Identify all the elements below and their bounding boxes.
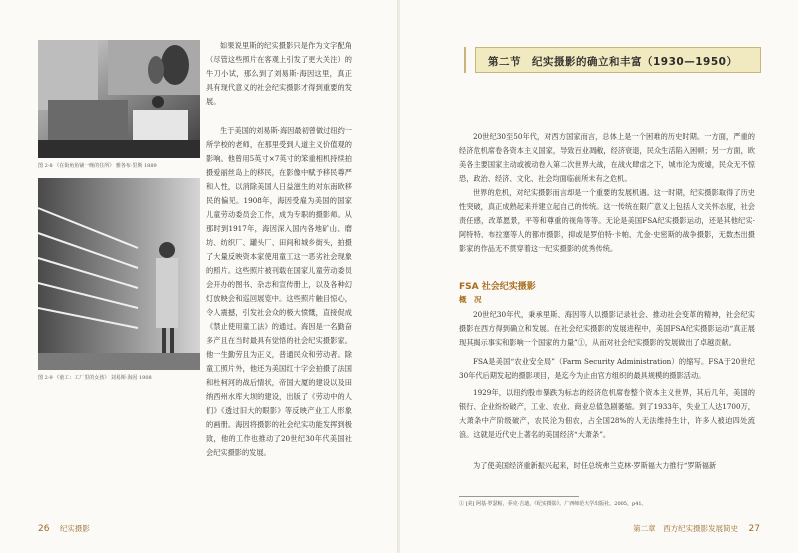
right-folio	[633, 523, 760, 534]
left-page	[0, 0, 398, 553]
photo-fig-2-9-image	[38, 178, 200, 370]
section-title-accent	[464, 47, 466, 73]
right-paragraph-3: 20世纪30年代，秉承里斯、海因等人以摄影记录社会、推动社会变革的精神，社会纪实摄影在西方得到确立和发展。在社会纪实摄影的发展进程中，美国FSA纪实摄影运动“真正展现其揭示事实和影响一个国家的力量”①，从而对社会纪实摄影的发展做出了卓越贡献。	[459, 310, 755, 347]
photo-fig-2-9	[38, 178, 200, 370]
subhead-fsa: FSA 社会纪实摄影	[459, 282, 536, 292]
right-paragraph-5: 1929年，以纽约股市暴跌为标志的经济危机席卷整个资本主义世界，其后几年，美国的银行、企业纷纷破产，工业、农业、商业总值急剧萎缩。到了1933年，失业工人达1700万，大萧条中产阶级破产，农民沦为佃农，占全国28%的人无法维持生计，许多人被迫四处流浪。这就是近代史上著名的美国经济“大萧条”。	[459, 388, 755, 439]
footnote: ① [美] 阿基·罗瑟帖，乔克·吉迪，《纪实摄影》，广西师范大学出版社，2005，p41。	[459, 501, 647, 507]
right-paragraph-6: 为了使美国经济重新振兴起来，时任总统弗兰克林·罗斯福大力推行“罗斯福新	[473, 461, 717, 470]
caption-fig-2-8: 图 2-8 《在街角鱼铺一晚的住所》 雅各布·里斯 1889	[38, 163, 157, 169]
left-paragraph-2: 生于美国的刘易斯·海因最初曾做过纽约一所学校的老师，在那里受到人道主义价值观的影响。他曾用5英寸×7英寸的笨重相机持续拍摄爱丽丝岛上的移民，在影像中赋予移民尊严和人性，以消除美国人日益滋生的对东南欧移民的偏见。1908年，海因受雇为美国的国家儿童劳动委员会工作，成为专职的摄影师。从那时到1917年，海因深入国内各地矿山、磨坊、纺织厂、罐头厂、田间和城乡街头，拍摄了大量反映资本家使用童工这一恶劣社会现象的照片。这些照片被刊载在国家儿童劳动委员会开办的图书、杂志和宣传册上，以及各种幻灯放映会和巡回展览中。这些照片触目惊心，令人震撼，引发社会众的极大愤慨，直接促成《禁止使用童工法》的通过。海因是一名勤奋多产且在当时最具有觉悟的社会纪实摄影家。他一生勤劳且为正义，普通民众和劳动者。除童工照片外，他还为美国红十字会拍摄了法国和杜柯河的战后情状，帝国大厦的建设以及田纳西州水库大坝的建设，出版了《劳动中的人们》《透过旧大的眼影》等反映产业工人形象的画册。海因将摄影的社会纪实功能发挥到极致，他的工作也推动了20世纪30年代美国社会纪实摄影的发展。	[206, 126, 352, 457]
right-paragraph-4: FSA是美国“农业安全局”（Farm Security Administration）的缩写。FSA于20世纪30年代后期发起的摄影项目，是迄今为止由官方组织的最具规模的摄影活动。	[459, 357, 755, 380]
subhead-overview: 概 况	[459, 295, 482, 304]
photo-fig-2-8	[38, 40, 200, 158]
right-running-title: 第二章 西方纪实摄影发展简史	[633, 524, 739, 533]
left-folio	[38, 523, 90, 534]
left-paragraph-1: 如果说里斯的纪实摄影只是作为文字配角（尽管这些照片在客观上引发了更大关注）的牛刀小试，那么到了刘易斯·海因这里，真正具有现代意义的社会纪实摄影才得到重要的发展。	[206, 41, 352, 106]
right-page	[400, 0, 798, 553]
right-paragraph-2: 世界的危机，对纪实摄影而言却是一个重要的发展机遇。这一时期，纪实摄影取得了历史性突破，真正成熟起来并建立起自己的传统。这一传统在限广意义上包括人文关怀态度，社会责任感，改革愿景，平等和尊重的视角等等。无论是美国FSA纪实摄影运动，还是其他纪实·阿特特、布拉塞等人的都市摄影，抑或是罗伯特·卡帕、尤金·史密斯的战争摄影，无数杰出摄影家的作品无不贯穿着这一纪实摄影的优秀传统。	[459, 188, 755, 253]
section-title-box	[475, 47, 761, 73]
right-paragraph-1: 20世纪30至50年代，对西方国家而言，总体上是一个困难的历史时期。一方面，严重的经济危机席卷各资本主义国家，导致百业凋敝，经济衰退，民众生活陷入困顿；另一方面，欧美各主要国家主动或被动卷入第二次世界大战，在战火肆虐之下，城市沦为废墟，民众无不惊恐，政治、经济、文化、社会均面临前所未有之危机。	[459, 132, 755, 183]
right-page-number: 27	[748, 524, 760, 534]
left-running-title: 纪实摄影	[59, 524, 90, 533]
left-page-number: 26	[38, 524, 50, 534]
caption-fig-2-9: 图 2-9 《童工：工厂里的女孩》 刘易斯·海因 1908	[38, 375, 152, 381]
section-title: 第二节 纪实摄影的确立和丰富（1930—1950）	[488, 56, 738, 68]
footnote-rule	[459, 496, 579, 497]
photo-fig-2-8-image	[38, 40, 200, 158]
